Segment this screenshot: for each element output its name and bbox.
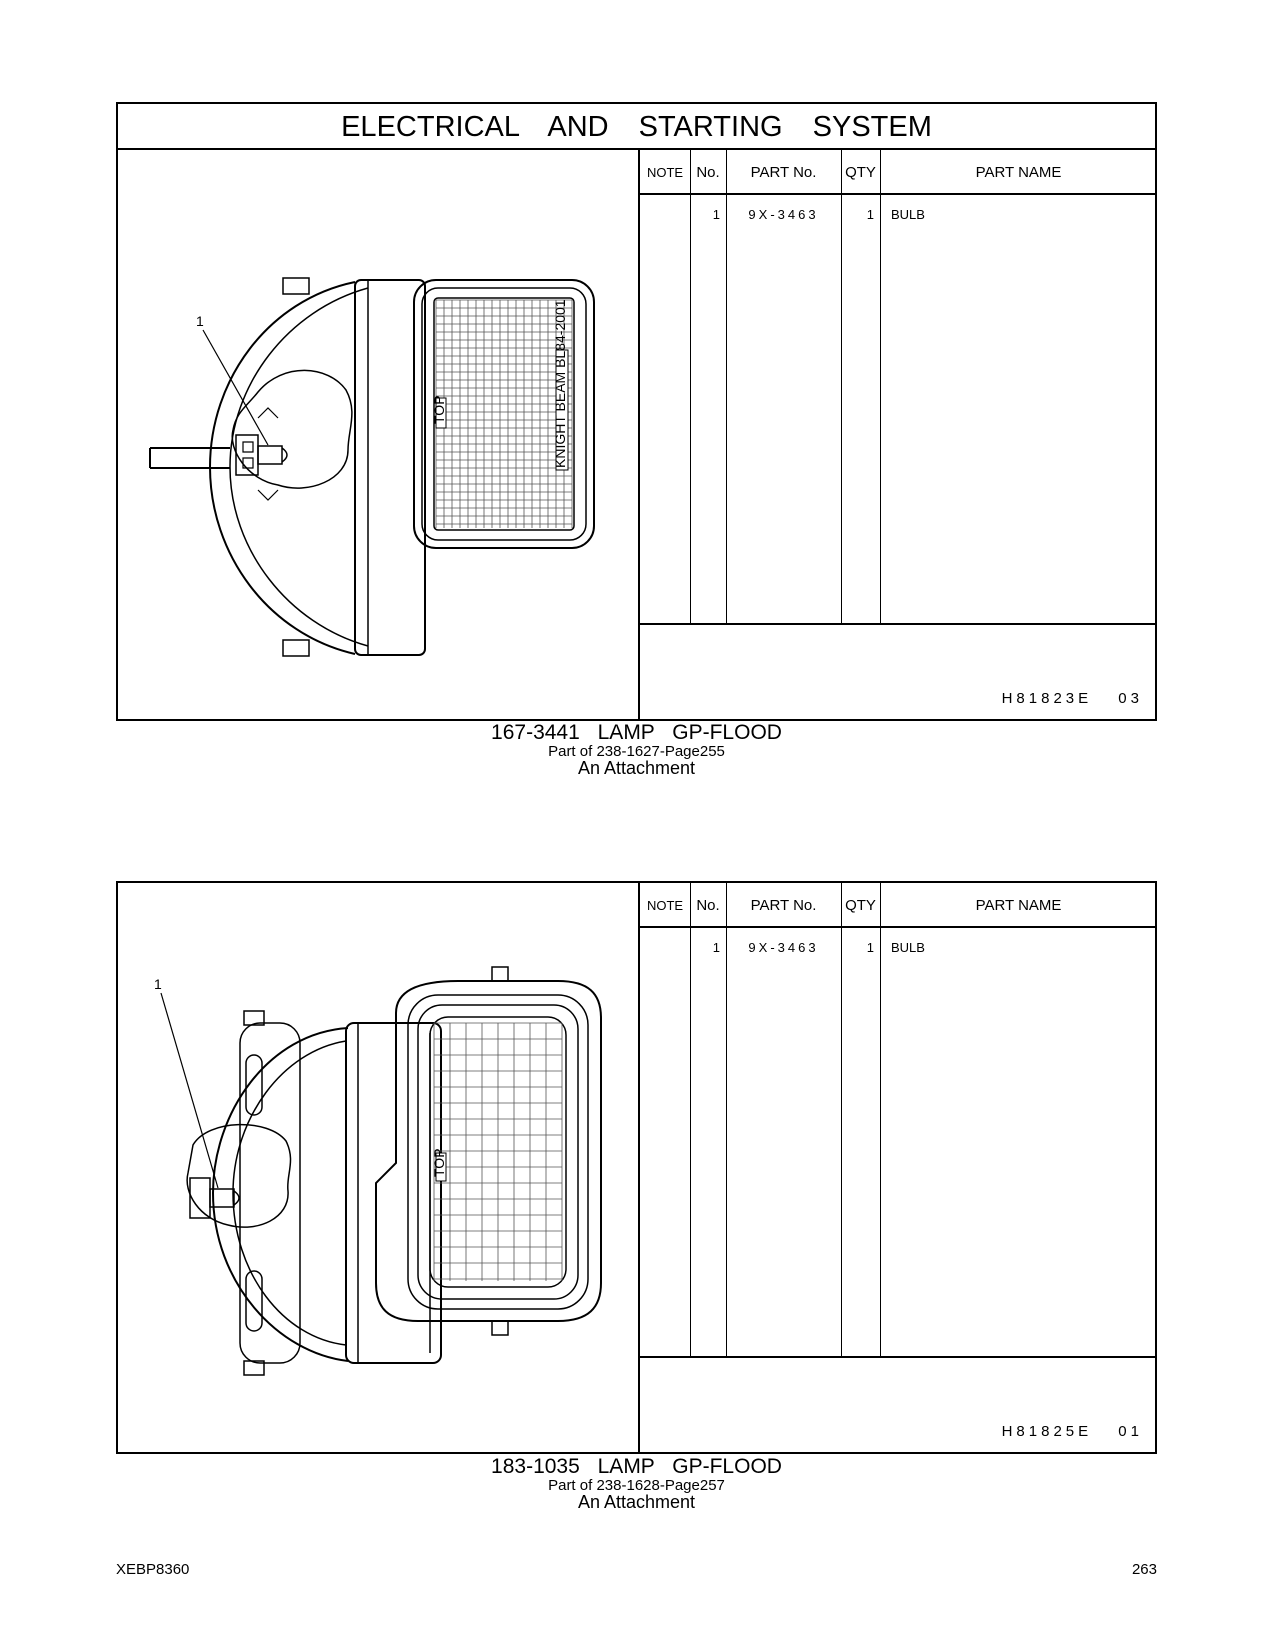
header-qty: QTY <box>845 897 876 914</box>
header-part-name: PART NAME <box>975 897 1062 914</box>
parts-table-1 <box>638 150 1157 721</box>
row-part-name: BULB <box>891 207 925 222</box>
table-row <box>640 195 1157 231</box>
caption-attachment: An Attachment <box>577 758 696 778</box>
caption-subtitle: Part of 238-1627-Page255 <box>548 743 725 760</box>
caption-subtitle: Part of 238-1628-Page257 <box>548 1477 725 1494</box>
reference-code: H81823E 03 <box>1001 690 1143 707</box>
row-no: 1 <box>712 207 720 222</box>
page-number: 263 <box>1131 1561 1157 1578</box>
document-code: XEBP8360 <box>116 1561 190 1578</box>
caption-2 <box>116 1456 1157 1511</box>
illustration-1 <box>118 150 638 721</box>
header-part-no: PART No. <box>750 164 817 181</box>
parts-table-2 <box>638 883 1157 1454</box>
lens-top-label-2: TOP <box>431 1148 447 1177</box>
caption-title: 183-1035 LAMP GP-FLOOD <box>491 1455 782 1478</box>
table-header-2 <box>640 883 1157 928</box>
parts-group-2 <box>116 881 1157 1454</box>
lamp-illustration-2 <box>118 883 638 1454</box>
header-note: NOTE <box>646 165 684 180</box>
header-part-name: PART NAME <box>975 164 1062 181</box>
reference-code: H81825E 01 <box>1001 1423 1143 1440</box>
lamp-illustration-1 <box>118 150 638 721</box>
row-part-no: 9X-3463 <box>748 207 819 222</box>
row-part-name: BULB <box>891 940 925 955</box>
header-qty: QTY <box>845 164 876 181</box>
caption-1 <box>116 722 1157 777</box>
callout-1: 1 <box>196 313 204 329</box>
header-no: No. <box>696 164 720 181</box>
header-part-no: PART No. <box>750 897 817 914</box>
lens-brand-label-1: KNIGHT BEAM BL84-2001 <box>552 299 568 468</box>
caption-title: 167-3441 LAMP GP-FLOOD <box>491 721 782 744</box>
parts-group-1 <box>116 102 1157 721</box>
table-row <box>640 928 1157 964</box>
row-part-no: 9X-3463 <box>748 940 819 955</box>
row-qty: 1 <box>866 207 874 222</box>
section-title: ELECTRICAL AND STARTING SYSTEM <box>118 104 1155 150</box>
caption-attachment: An Attachment <box>577 1492 696 1512</box>
row-no: 1 <box>712 940 720 955</box>
header-no: No. <box>696 897 720 914</box>
illustration-2 <box>118 883 638 1454</box>
table-header-1 <box>640 150 1157 195</box>
table-footer-divider <box>640 1356 1157 1358</box>
table-footer-divider <box>640 623 1157 625</box>
callout-2: 1 <box>154 976 162 992</box>
lens-top-label-1: TOP <box>431 395 447 424</box>
row-qty: 1 <box>866 940 874 955</box>
header-note: NOTE <box>646 898 684 913</box>
